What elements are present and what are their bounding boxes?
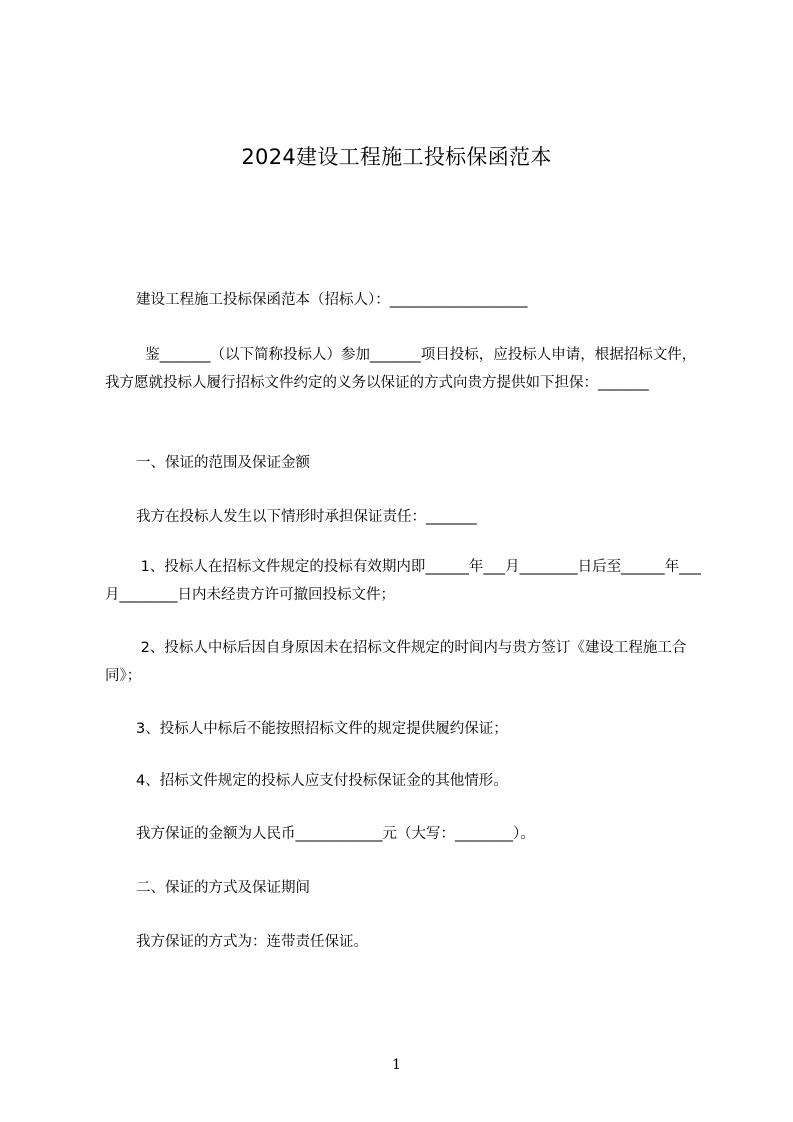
paragraph-method: 我方保证的方式为：连带责任保证。: [136, 934, 368, 950]
document-title: 2024建设工程施工投标保函范本: [241, 145, 552, 169]
list-item-2: 2、投标人中标后因自身原因未在招标文件规定的时间内与贵方签订《建设工程施工合同》；: [105, 640, 687, 684]
section-heading-method: 二、保证的方式及保证期间: [136, 880, 310, 896]
list-item-1: 1、投标人在招标文件规定的投标有效期内即______年___月________日后至______年___月________日内未经贵方许可撤回投标文件；: [105, 559, 701, 603]
paragraph-opening: 建设工程施工投标保函范本（招标人）：___________________: [136, 292, 528, 308]
list-item-3: 3、投标人中标后不能按照招标文件的规定提供履约保证；: [136, 721, 508, 737]
page-number: 1: [392, 1057, 401, 1073]
list-item-4: 4、招标文件规定的投标人应支付投标保证金的其他情形。: [136, 773, 508, 789]
section-heading-scope: 一、保证的范围及保证金额: [136, 455, 310, 471]
paragraph-amount: 我方保证的金额为人民币____________元（大写：________）。: [136, 826, 535, 842]
paragraph-liability: 我方在投标人发生以下情形时承担保证责任：_______: [136, 509, 477, 525]
paragraph-guarantee-intro: 鉴_______（以下简称投标人）参加_______项目投标，应投标人申请，根据招标文件，我方愿就投标人履行招标文件约定的义务以保证的方式向贵方提供如下担保：_______: [105, 347, 697, 391]
